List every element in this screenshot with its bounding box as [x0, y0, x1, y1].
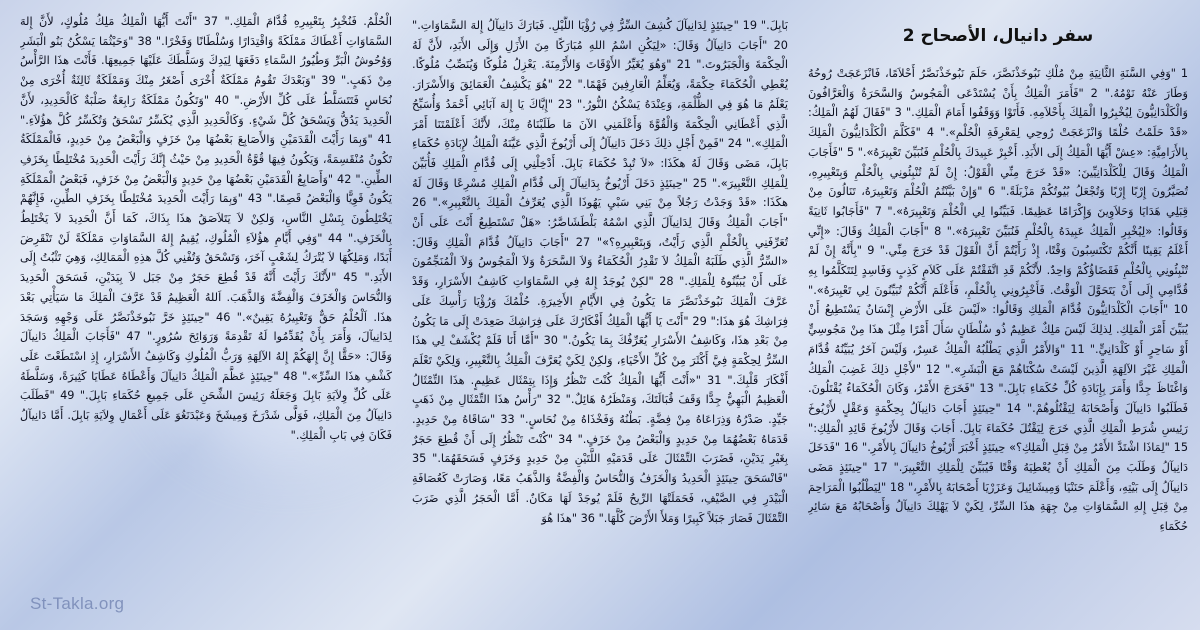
text-column-left — [20, 12, 392, 618]
verse-text-right: 1 "وَفِي السَّنَةِ الثَّانِيَةِ مِنْ مُلْكِ نَبُوخَذْنَصَّرَ، حَلَمَ نَبُوخَذْنَصَّرُ أَحْلاَمًا، فَانْزَعَجَتْ رُوحُهُ وَطَارَ عَنْهُ نَوْمُهُ." 2 "فَأَمَرَ الْمَلِكُ بِأَنْ يُسْتَدْعَى الْمَجُوسُ وَالسَّحَرَةُ وَالْعَرَّافُونَ وَالْكَلْدَانِيُّونَ لِيُخْبِرُوا الْمَلِكَ بِأَحْلاَمِهِ. فَأَتَوْا وَوَقَفُوا أَمَامَ الْمَلِكِ." 3 "فَقَالَ لَهُمُ الْمَلِكُ: «قَدْ حَلَمْتُ حُلْمًا وَانْزَعَجَتْ رُوحِي لِمَعْرِفَةِ الْحُلْمِ»." 4 "فَكَلَّمَ الْكَلْدَانِيُّونَ الْمَلِكَ بِالأَرَامِيَّةِ: «عِشْ أَيُّهَا الْمَلِكُ إِلَى الأَبَدِ. أَخْبِرْ عَبِيدَكَ بِالْحُلْمِ فَنُبَيِّنَ تَعْبِيرَهُ»." 5 "فَأَجَابَ الْمَلِكُ وَقَالَ لِلْكَلْدَانِيِّينَ: «قَدْ خَرَجَ مِنِّي الْقَوْلُ: إِنْ لَمْ تُنْبِئُونِي بِالْحُلْمِ وَبِتَعْبِيرِهِ، تُصَيَّرُونَ إِرْبًا إِرْبًا وَتُجْعَلُ بُيُوتُكُمْ مَزْبَلَةً." 6 "وَإِنْ بَيَّنْتُمُ الْحُلْمَ وَتَعْبِيرَهُ، تَنَالُونَ مِنْ قِبَلِي هَدَايَا وَحَلاَوِينَ وَإِكْرَامًا عَظِيمًا. فَبَيِّنُوا لِي الْحُلْمَ وَتَعْبِيرَهُ»." 7 "فَأَجَابُوا ثَانِيَةً وَقَالُوا: «لِيُخْبِرِ الْمَلِكُ عَبِيدَهُ بِالْحُلْمِ فَنُبَيِّنَ تَعْبِيرَهُ»." 8 "أَجَابَ الْمَلِكُ وَقَالَ: «إِنِّي أَعْلَمُ يَقِينًا أَنَّكُمْ تَكْتَسِبُونَ وَقْتًا، إِذْ رَأَيْتُمْ أَنَّ الْقَوْلَ قَدْ خَرَجَ مِنِّي." 9 "بِأَنَّهُ إِنْ لَمْ تُنْبِئُونِي بِالْحُلْمِ فَقَضَاؤُكُمْ وَاحِدٌ. لأَنَّكُمْ قَدِ اتَّفَقْتُمْ عَلَى كَلاَمٍ كَذِبٍ وَفَاسِدٍ لِتَتَكَلَّمُوا بِهِ قُدَّامِي إِلَى أَنْ يَتَحَوَّلَ الْوَقْتُ. فَأَخْبِرُونِي بِالْحُلْمِ، فَأَعْلَمَ أَنَّكُمْ تُبَيِّنُونَ لِي تَعْبِيرَهُ»." 10 "أَجَابَ الْكَلْدَانِيُّونَ قُدَّامَ الْمَلِكِ وَقَالُوا: «لَيْسَ عَلَى الأَرْضِ إِنْسَانٌ يَسْتَطِيعُ أَنْ يُبَيِّنَ أَمْرَ الْمَلِكِ. لِذلِكَ لَيْسَ مَلِكٌ عَظِيمٌ ذُو سُلْطَانٍ سَأَلَ أَمْرًا مِثْلَ هذَا مِنْ مَجُوسِيٍّ أَوْ سَاحِرٍ أَوْ كَلْدَانِيٍّ." 11 "وَالأَمْرُ الَّذِي يَطْلُبُهُ الْمَلِكُ عَسِرٌ، وَلَيْسَ آخَرُ يُبَيِّنُهُ قُدَّامَ الْمَلِكِ غَيْرَ الآلِهَةِ الَّذِينَ لَيْسَتْ سُكْنَاهُمْ مَعَ الْبَشَرِ»." 12 "لأَجْلِ ذلِكَ غَضِبَ الْمَلِكُ وَاغْتَاظَ جِدًّا وَأَمَرَ بِإِبَادَةِ كُلِّ حُكَمَاءِ بَابِلَ." 13 "فَخَرَجَ الأَمْرُ، وَكَانَ الْحُكَمَاءُ يُقْتَلُونَ. فَطَلَبُوا دَانِيآلَ وَأَصْحَابَهُ لِيَقْتُلُوهُمْ." 14 "حِينَئِذٍ أَجَابَ دَانِيآلُ بِحِكْمَةٍ وَعَقْلٍ لأَرْيُوخَ رَئِيسِ شُرَطِ الْمَلِكِ الَّذِي خَرَجَ لِيَقْتُلَ حُكَمَاءَ بَابِلَ. أَجَابَ وَقَالَ لأَرْيُوخَ قَائِدِ الْمَلِكِ:" 15 "لِمَاذَا اشْتَدَّ الأَمْرُ مِنْ قِبَلِ الْمَلِكِ؟» حِينَئِذٍ أَخْبَرَ أَرْيُوخُ دَانِيآلَ بِالأَمْرِ." 16 "فَدَخَلَ دَانِيآلُ وَطَلَبَ مِنَ الْمَلِكِ أَنْ يُعْطِيَهُ وَقْتًا فَيُبَيِّنَ لِلْمَلِكِ التَّعْبِيرَ." 17 "حِينَئِذٍ مَضَى دَانِيآلُ إِلَى بَيْتِهِ، وَأَعْلَمَ حَنَنْيَا وَمِيشَائِيلَ وَعَزَرْيَا أَصْحَابَهُ بِالأَمْرِ،" 18 "لِيَطْلُبُوا الْمَرَاحِمَ مِنْ قِبَلِ إِلهِ السَّمَاوَاتِ مِنْ جِهَةِ هذَا السِّرِّ، لِكَيْ لاَ يَهْلِكَ دَانِيآلُ وَأَصْحَابُهُ مَعَ سَائِرِ حُكَمَاءِ — [808, 67, 1188, 534]
verse-text-left: الْحُلْمُ. فَنُخْبِرُ بِتَعْبِيرِهِ قُدَّامَ الْمَلِكِ." 37 "أَنْتَ أَيُّهَا الْمَلِكُ مَلِكُ مُلُوكٍ، لأَنَّ إِلهَ السَّمَاوَاتِ أَعْطَاكَ مَمْلَكَةً وَاقْتِدَارًا وَسُلْطَانًا وَفَخْرًا." 38 "وَحَيْثُمَا يَسْكُنُ بَنُو الْبَشَرِ وَوُحُوشُ الْبَرِّ وَطُيُورُ السَّمَاءِ دَفَعَهَا لِيَدِكَ وَسَلَّطَكَ عَلَيْهَا جَمِيعِهَا. فَأَنْتَ هذَا الرَّأْسُ مِنْ ذَهَبٍ." 39 "وَبَعْدَكَ تَقُومُ مَمْلَكَةٌ أُخْرَى أَصْغَرُ مِنْكَ وَمَمْلَكَةٌ ثَالِثَةٌ أُخْرَى مِنْ نُحَاسٍ فَتَتَسَلَّطُ عَلَى كُلِّ الأَرْضِ." 40 "وَتَكُونُ مَمْلَكَةٌ رَابِعَةٌ صَلْبَةٌ كَالْحَدِيدِ، لأَنَّ الْحَدِيدَ يَدُقُّ وَيَسْحَقُ كُلَّ شَيْءٍ. وَكَالْحَدِيدِ الَّذِي يُكَسِّرُ تَسْحَقُ وَتُكَسِّرُ كُلَّ هؤُلاَءِ." 41 "وَبِمَا رَأَيْتَ الْقَدَمَيْنِ وَالأَصَابِعَ بَعْضُهَا مِنْ خَزَفٍ وَالْبَعْضُ مِنْ حَدِيدٍ، فَالْمَمْلَكَةُ تَكُونُ مُنْقَسِمَةً، وَيَكُونُ فِيهَا قُوَّةُ الْحَدِيدِ مِنْ حَيْثُ إِنَّكَ رَأَيْتَ الْحَدِيدَ مُخْتَلِطًا بِخَزَفِ الطِّينِ." 42 "وَأَصَابِعُ الْقَدَمَيْنِ بَعْضُهَا مِنْ حَدِيدٍ وَالْبَعْضُ مِنْ خَزَفٍ، فَبَعْضُ الْمَمْلَكَةِ يَكُونُ قَوِيًّا وَالْبَعْضُ قَصِمًا." 43 "وَبِمَا رَأَيْتَ الْحَدِيدَ مُخْتَلِطًا بِخَزَفِ الطِّينِ، فَإِنَّهُمْ يَخْتَلِطُونَ بِنَسْلِ النَّاسِ، وَلكِنْ لاَ يَتَلاَصَقُ هذَا بِذَاكَ، كَمَا أَنَّ الْحَدِيدَ لاَ يَخْتَلِطُ بِالْخَزَفِ." 44 "وَفِي أَيَّامِ هؤُلاَءِ الْمُلُوكِ، يُقِيمُ إِلهُ السَّمَاوَاتِ مَمْلَكَةً لَنْ تَنْقَرِضَ أَبَدًا، وَمَلِكُهَا لاَ يُتْرَكُ لِشَعْبٍ آخَرَ، وَتَسْحَقُ وَتُفْنِي كُلَّ هذِهِ الْمَمَالِكِ، وَهِيَ تَثْبُتُ إِلَى الأَبَدِ." 45 "لأَنَّكَ رَأَيْتَ أَنَّهُ قَدْ قُطِعَ حَجَرٌ مِنْ جَبَل لاَ بِيَدَيْنِ، فَسَحَقَ الْحَدِيدَ وَالنُّحَاسَ وَالْخَزَفَ وَالْفِضَّةَ وَالذَّهَبَ. اَللهُ الْعَظِيمُ قَدْ عَرَّفَ الْمَلِكَ مَا سَيَأْتِي بَعْدَ هذَا. اَلْحُلْمُ حَقٌّ وَتَعْبِيرُهُ يَقِينٌ»." 46 "حِينَئِذٍ خَرَّ نَبُوخَذْنَصَّرُ عَلَى وَجْهِهِ وَسَجَدَ لِدَانِيآلَ، وَأَمَرَ بِأَنْ يُقَدِّمُوا لَهُ تَقْدِمَةً وَرَوَائِحَ سُرُورٍ." 47 "فَأَجَابَ الْمَلِكُ دَانِيآلَ وَقَالَ: «حَقًّا إِنَّ إِلهَكُمْ إِلهُ الآلِهَةِ وَرَبُّ الْمُلُوكِ وَكَاشِفُ الأَسْرَارِ، إِذِ اسْتَطَعْتَ عَلَى كَشْفِ هذَا السِّرِّ»." 48 "حِينَئِذٍ عَظَّمَ الْمَلِكُ دَانِيآلَ وَأَعْطَاهُ عَطَايَا كَثِيرَةً، وَسَلَّطَهُ عَلَى كُلِّ وِلاَيَةِ بَابِلَ وَجَعَلَهُ رَئِيسَ الشِّحَنِ عَلَى جَمِيعِ حُكَمَاءِ بَابِلَ." 49 "فَطَلَبَ دَانِيآلُ مِنَ الْمَلِكِ، فَوَلَّى شَدْرَخَ وَمِيشَخَ وَعَبْدَنَغُوَ عَلَى أَعْمَالِ وِلاَيَةِ بَابِلَ. أَمَّا دَانِيآلُ فَكَانَ فِي بَابِ الْمَلِكِ." — [20, 15, 392, 442]
text-column-right — [808, 12, 1188, 618]
chapter-title: سفر دانيال، الأصحاح 2 — [902, 26, 1094, 46]
verse-text-middle: بَابِلَ." 19 "حِينَئِذٍ لِدَانِيآلَ كُشِفَ السِّرُّ فِي رُؤْيَا اللَّيْلِ. فَبَارَكَ دَانِيآلُ إِلهَ السَّمَاوَاتِ." 20 "أَجَابَ دَانِيآلُ وَقَالَ: «لِيَكُنِ اسْمُ اللهِ مُبَارَكًا مِنَ الأَزَلِ وَإِلَى الأَبَدِ، لأَنَّ لَهُ الْحِكْمَةَ وَالْجَبَرُوتَ." 21 "وَهُوَ يُغَيِّرُ الأَوْقَاتَ وَالأَزْمِنَةَ. يَعْزِلُ مُلُوكًا وَيُنَصِّبُ مُلُوكًا. يُعْطِي الْحُكَمَاءَ حِكْمَةً، وَيُعَلِّمُ الْعَارِفِينَ فَهْمًا." 22 "هُوَ يَكْشِفُ الْعَمَائِقَ وَالأَسْرَارَ. يَعْلَمُ مَا هُوَ فِي الظُّلْمَةِ، وَعِنْدَهُ يَسْكُنُ النُّورُ." 23 "إِيَّاكَ يَا إِلهَ آبَائِي أَحْمَدُ وَأُسَبِّحُ الَّذِي أَعْطَانِي الْحِكْمَةَ وَالْقُوَّةَ وَأَعْلَمَنِي الآنَ مَا طَلَبْنَاهُ مِنْكَ، لأَنَّكَ أَعْلَمْتَنَا أَمْرَ الْمَلِكِ»." 24 "فَمِنْ أَجْلِ ذلِكَ دَخَلَ دَانِيآلُ إِلَى أَرْيُوخَ الَّذِي عَيَّنَهُ الْمَلِكُ لإِبَادَةِ حُكَمَاءِ بَابِلَ، مَضَى وَقَالَ لَهُ هكَذَا: «لاَ تُبِدْ حُكَمَاءَ بَابِلَ. أَدْخِلْنِي إِلَى قُدَّامِ الْمَلِكِ فَأُبَيِّنَ لِلْمَلِكِ التَّعْبِيرَ»." 25 "حِينَئِذٍ دَخَلَ أَرْيُوخُ بِدَانِيآلَ إِلَى قُدَّامِ الْمَلِكِ مُسْرِعًا وَقَالَ لَهُ هكَذَا: «قَدْ وَجَدْتُ رَجُلاً مِنْ بَنِي سَبْيِ يَهُوذَا الَّذِي يُعَرِّفُ الْمَلِكَ بِالتَّعْبِيرِ»." 26 "أَجَابَ الْمَلِكُ وَقَالَ لِدَانِيآلَ الَّذِي اسْمُهُ بَلْطَشَاصَّرُ: «هَلْ تَسْتَطِيعُ أَنْتَ عَلَى أَنْ تُعَرِّفَنِي بِالْحُلْمِ الَّذِي رَأَيْتُ، وَبِتَعْبِيرِهِ؟»" 27 "أَجَابَ دَانِيآلُ قُدَّامَ الْمَلِكِ وَقَالَ: «السِّرُّ الَّذِي طَلَبَهُ الْمَلِكُ لاَ تَقْدِرُ الْحُكَمَاءُ وَلاَ السَّحَرَةُ وَلاَ الْمَجُوسُ وَلاَ الْمُنَجِّمُونَ عَلَى أَنْ يُبَيِّنُوهُ لِلْمَلِكِ." 28 "لكِنْ يُوجَدُ إِلهٌ فِي السَّمَاوَاتِ كَاشِفُ الأَسْرَارِ، وَقَدْ عَرَّفَ الْمَلِكَ نَبُوخَذْنَصَّرَ مَا يَكُونُ فِي الأَيَّامِ الأَخِيرَةِ. حُلْمُكَ وَرُؤْيَا رَأْسِكَ عَلَى فِرَاشِكَ هُوَ هذَا:" 29 "أَنْتَ يَا أَيُّهَا الْمَلِكُ أَفْكَارُكَ عَلَى فِرَاشِكَ صَعِدَتْ إِلَى مَا يَكُونُ مِنْ بَعْدِ هذَا، وَكَاشِفُ الأَسْرَارِ يُعَرِّفُكَ بِمَا يَكُونُ." 30 "أَمَّا أَنَا فَلَمْ يُكْشَفْ لِي هذَا السِّرُّ لِحِكْمَةٍ فِيَّ أَكْثَرَ مِنْ كُلِّ الأَحْيَاءِ، وَلكِنْ لِكَيْ يُعَرَّفَ الْمَلِكُ بِالتَّعْبِيرِ، وَلِكَيْ تَعْلَمَ أَفْكَارَ قَلْبِكَ." 31 "«أَنْتَ أَيُّهَا الْمَلِكُ كُنْتَ تَنْظُرُ وَإِذَا بِتِمْثَال عَظِيمٍ. هذَا التِّمْثَالُ الْعَظِيمُ الْبَهِيُّ جِدًّا وَقَفَ قُبَالَتَكَ، وَمَنْظَرُهُ هَائِلٌ." 32 "رَأْسُ هذَا التِّمْثَالِ مِنْ ذَهَبٍ جَيِّدٍ. صَدْرُهُ وَذِرَاعَاهُ مِنْ فِضَّةٍ. بَطْنُهُ وَفَخْذَاهُ مِنْ نُحَاسٍ." 33 "سَاقَاهُ مِنْ حَدِيدٍ. قَدَمَاهُ بَعْضُهُمَا مِنْ حَدِيدٍ وَالْبَعْضُ مِنْ خَزَفٍ." 34 "كُنْتَ تَنْظُرُ إِلَى أَنْ قُطِعَ حَجَرٌ بِغَيْرِ يَدَيْنِ، فَضَرَبَ التِّمْثَالَ عَلَى قَدَمَيْهِ اللَّتَيْنِ مِنْ حَدِيدٍ وَخَزَفٍ فَسَحَقَهُمَا." 35 "فَانْسَحَقَ حِينَئِذٍ الْحَدِيدُ وَالْخَزَفُ وَالنُّحَاسُ وَالْفِضَّةُ وَالذَّهَبُ مَعًا، وَصَارَتْ كَعُصَافَةِ الْبَيْدَرِ فِي الصَّيْفِ، فَحَمَلَتْهَا الرِّيحُ فَلَمْ يُوجَدْ لَهَا مَكَانٌ. أَمَّا الْحَجَرُ الَّذِي ضَرَبَ التِّمْثَالَ فَصَارَ جَبَلاً كَبِيرًا وَمَلأَ الأَرْضَ كُلَّهَا." 36 "هذَا هُوَ — [412, 19, 788, 525]
text-column-middle — [412, 16, 788, 622]
site-watermark: St-Takla.org — [30, 594, 125, 613]
